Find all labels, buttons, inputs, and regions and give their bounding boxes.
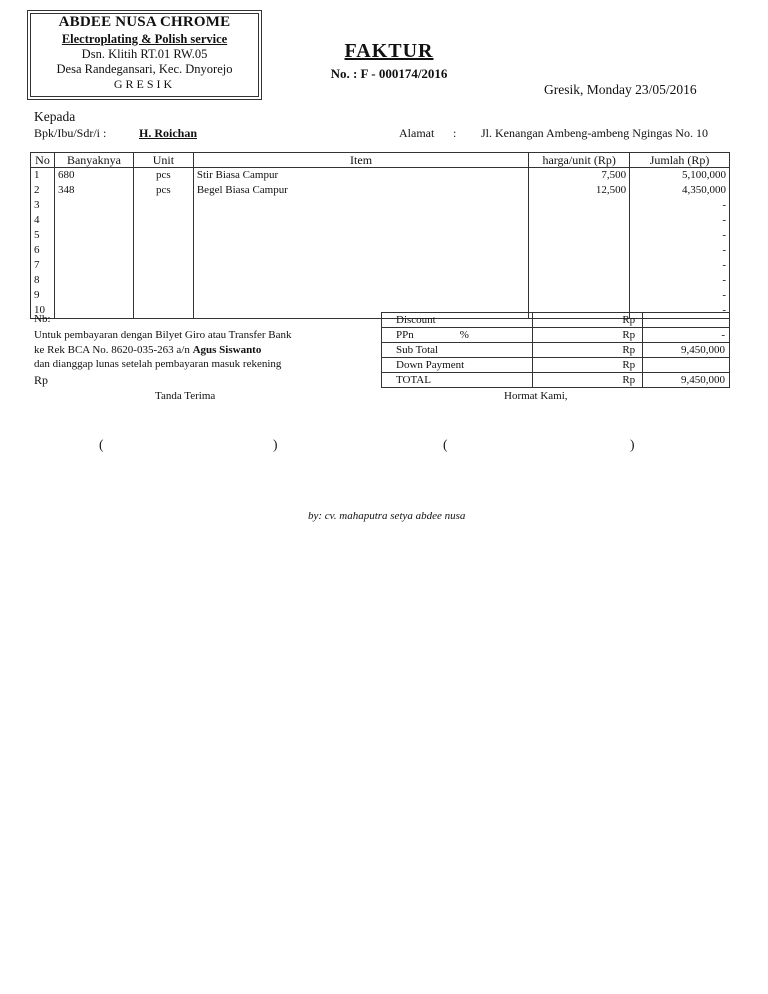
row-item	[193, 288, 528, 303]
row-amount: -	[630, 213, 730, 228]
totals-row-subtotal	[382, 343, 730, 358]
row-item	[193, 273, 528, 288]
totals-extra	[533, 328, 608, 343]
row-no: 5	[31, 228, 55, 243]
totals-extra	[533, 313, 608, 328]
totals-currency: Rp	[608, 358, 642, 373]
row-amount: 5,100,000	[630, 168, 730, 184]
totals-value	[642, 358, 729, 373]
signature-left-label: Tanda Terima	[155, 390, 216, 402]
row-amount: -	[630, 228, 730, 243]
row-no: 7	[31, 258, 55, 273]
row-price: 12,500	[529, 183, 630, 198]
row-unit	[133, 303, 193, 319]
row-no: 9	[31, 288, 55, 303]
notes-account-holder: Agus Siswanto	[192, 344, 262, 356]
header-amount: Jumlah (Rp)	[630, 153, 730, 168]
header-unit: Unit	[133, 153, 193, 168]
totals-value	[642, 313, 729, 328]
row-unit: pcs	[133, 168, 193, 184]
row-qty: 348	[54, 183, 133, 198]
row-no: 2	[31, 183, 55, 198]
row-price	[529, 258, 630, 273]
row-item	[193, 243, 528, 258]
table-row	[31, 273, 730, 288]
totals-extra	[533, 358, 608, 373]
row-amount: -	[630, 243, 730, 258]
notes-line-3: dan dianggap lunas setelah pembayaran masuk rekening	[34, 358, 282, 370]
table-row	[31, 228, 730, 243]
row-no: 1	[31, 168, 55, 184]
signature-left-open: (	[99, 437, 104, 452]
table-row	[31, 213, 730, 228]
header-price: harga/unit (Rp)	[529, 153, 630, 168]
company-header-box	[27, 10, 262, 100]
totals-label: Down Payment	[382, 358, 533, 373]
row-item: Begel Biasa Campur	[193, 183, 528, 198]
totals-label: TOTAL	[382, 373, 533, 388]
totals-extra	[533, 373, 608, 388]
totals-label: Discount	[382, 313, 533, 328]
totals-label: Sub Total	[382, 343, 533, 358]
recipient-address: Jl. Kenangan Ambeng-ambeng Ngingas No. 10	[481, 126, 708, 140]
totals-currency: Rp	[608, 328, 642, 343]
row-price	[529, 273, 630, 288]
totals-currency: Rp	[608, 373, 642, 388]
totals-label	[382, 328, 533, 343]
alamat-colon: :	[453, 126, 457, 140]
notes-line-2	[34, 344, 261, 356]
company-address-line-1: Dsn. Klitih RT.01 RW.05	[81, 47, 208, 61]
totals-value: -	[642, 328, 729, 343]
table-row	[31, 198, 730, 213]
row-unit: pcs	[133, 183, 193, 198]
alamat-label: Alamat	[399, 126, 435, 140]
signature-right-close: )	[630, 437, 635, 452]
row-no: 10	[31, 303, 55, 319]
row-item	[193, 258, 528, 273]
row-amount: -	[630, 303, 730, 319]
signature-left-close: )	[273, 437, 278, 452]
company-service: Electroplating & Polish service	[61, 32, 228, 46]
row-qty	[54, 198, 133, 213]
row-no: 4	[31, 213, 55, 228]
totals-extra	[533, 343, 608, 358]
row-price: 7,500	[529, 168, 630, 184]
totals-value: 9,450,000	[642, 343, 729, 358]
notes-line-4: Rp	[34, 373, 49, 387]
row-qty	[54, 273, 133, 288]
row-no: 3	[31, 198, 55, 213]
totals-label-text: PPn	[396, 329, 414, 341]
row-item	[193, 228, 528, 243]
totals-currency: Rp	[608, 313, 642, 328]
row-unit	[133, 228, 193, 243]
row-qty	[54, 258, 133, 273]
row-item	[193, 213, 528, 228]
row-price	[529, 228, 630, 243]
header-no: No	[31, 153, 55, 168]
company-name: ABDEE NUSA CHROME	[58, 14, 231, 30]
invoice-number: No. : F - 000174/2016	[330, 66, 448, 81]
row-unit	[133, 213, 193, 228]
signature-right-label: Hormat Kami,	[504, 390, 568, 402]
invoice-date: Gresik, Monday 23/05/2016	[544, 82, 697, 97]
salutation-label: Bpk/Ibu/Sdr/i :	[34, 126, 107, 140]
notes-nb: Nb:	[34, 313, 51, 325]
row-amount: -	[630, 198, 730, 213]
row-amount: -	[630, 288, 730, 303]
notes-bank-account: ke Rek BCA No. 8620-035-263 a/n	[34, 344, 190, 356]
row-amount: 4,350,000	[630, 183, 730, 198]
row-qty	[54, 288, 133, 303]
table-row	[31, 168, 730, 184]
totals-currency: Rp	[608, 343, 642, 358]
totals-row-down-payment	[382, 358, 730, 373]
totals-row-discount	[382, 313, 730, 328]
recipient-name: H. Roichan	[139, 126, 198, 140]
row-qty	[54, 228, 133, 243]
row-unit	[133, 243, 193, 258]
ppn-percent: %	[459, 329, 469, 341]
invoice-title: FAKTUR	[344, 40, 434, 62]
row-unit	[133, 288, 193, 303]
table-row	[31, 288, 730, 303]
row-no: 6	[31, 243, 55, 258]
items-table	[30, 152, 730, 319]
row-price	[529, 198, 630, 213]
footer-credit: by: cv. mahaputra setya abdee nusa	[308, 510, 466, 522]
table-row	[31, 243, 730, 258]
row-price	[529, 213, 630, 228]
table-header-row	[31, 153, 730, 168]
row-unit	[133, 198, 193, 213]
totals-row-total	[382, 373, 730, 388]
row-no: 8	[31, 273, 55, 288]
row-qty: 680	[54, 168, 133, 184]
company-address-line-2: Desa Randegansari, Kec. Dnyorejo	[56, 62, 233, 76]
row-item	[193, 198, 528, 213]
kepada-label: Kepada	[34, 109, 76, 124]
row-item: Stir Biasa Campur	[193, 168, 528, 184]
row-unit	[133, 258, 193, 273]
row-qty	[54, 243, 133, 258]
company-city: GRESIK	[113, 77, 176, 91]
row-amount: -	[630, 258, 730, 273]
signature-right-open: (	[443, 437, 448, 452]
row-unit	[133, 273, 193, 288]
row-qty	[54, 303, 133, 319]
notes-line-1: Untuk pembayaran dengan Bilyet Giro atau Transfer Bank	[34, 329, 292, 341]
totals-value: 9,450,000	[642, 373, 729, 388]
table-row	[31, 183, 730, 198]
header-item: Item	[193, 153, 528, 168]
row-price	[529, 288, 630, 303]
row-qty	[54, 213, 133, 228]
header-qty: Banyaknya	[54, 153, 133, 168]
row-price	[529, 243, 630, 258]
row-amount: -	[630, 273, 730, 288]
table-row	[31, 258, 730, 273]
totals-table	[381, 312, 730, 388]
totals-row-ppn	[382, 328, 730, 343]
